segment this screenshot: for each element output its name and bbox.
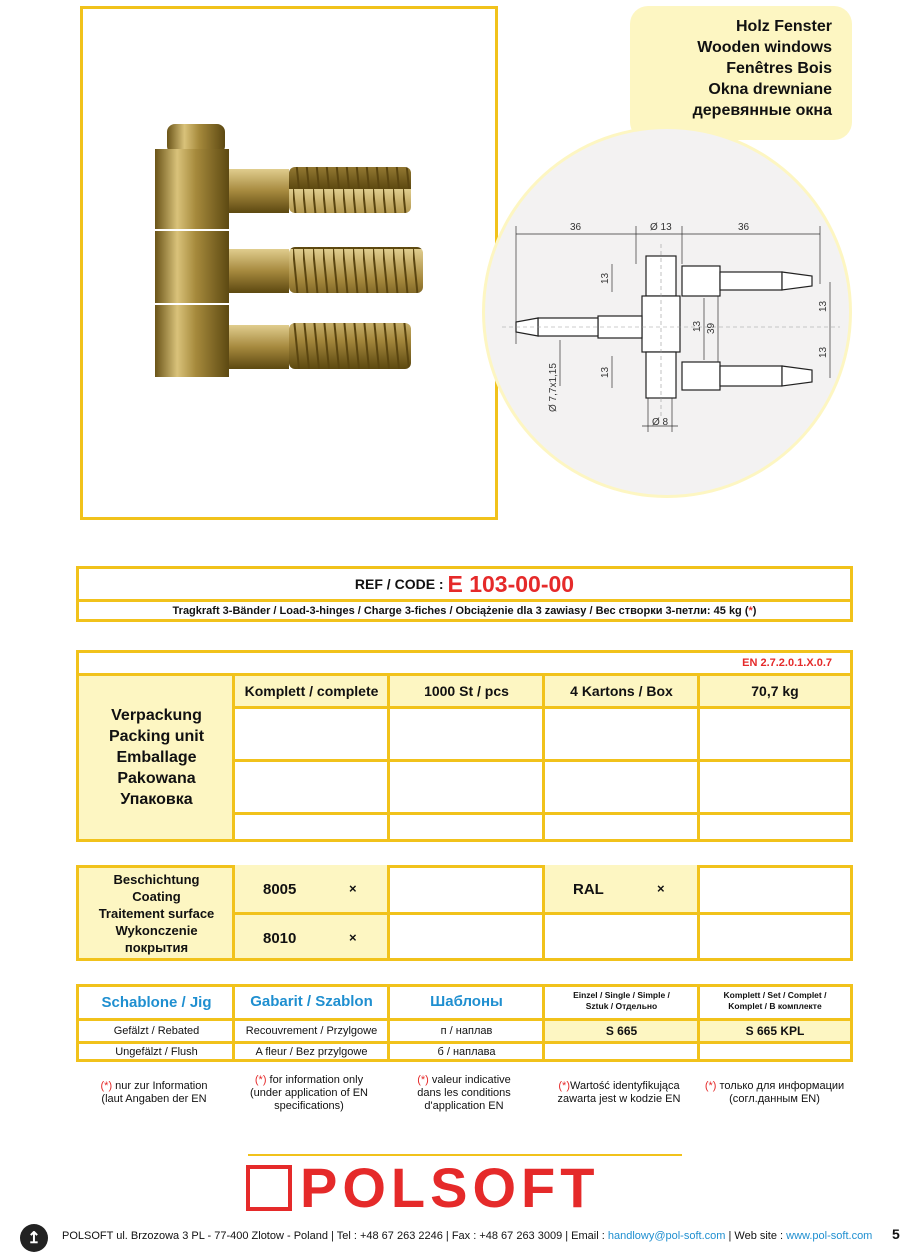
load-star: *: [748, 604, 753, 617]
packing-cell: [232, 812, 388, 839]
packing-header-text: 1000 St / pcs: [424, 683, 509, 699]
coating-cell: [697, 865, 850, 915]
footer: [0, 1222, 916, 1256]
packing-label: Упаковка: [120, 791, 193, 808]
en-code: EN 2.7.2.0.1.X.0.7: [742, 657, 832, 669]
footer-web-link[interactable]: www.pol-soft.com: [786, 1230, 873, 1242]
coating-cell: [387, 865, 543, 915]
badge-line: Holz Fenster: [735, 18, 832, 35]
jig-cell-text: A fleur / Bez przylgowe: [255, 1045, 368, 1058]
jig-cell: [697, 1018, 850, 1041]
note-star: (*): [558, 1080, 570, 1092]
jig-header: [387, 984, 543, 1018]
note-star: (*): [704, 1080, 717, 1092]
badge-line: Okna drewniane: [708, 81, 832, 98]
jig-table: [76, 984, 853, 1062]
coating-cell-8010: [232, 912, 388, 958]
dim-label: 36: [738, 222, 750, 233]
packing-header-text: 4 Kartons / Box: [570, 683, 673, 699]
ref-code: E 103-00-00: [447, 570, 575, 597]
coating-code: 8010: [263, 930, 297, 947]
note-text: только для информации (согл.данным EN): [719, 1080, 845, 1105]
footer-email-link[interactable]: handlowy@pol-soft.com: [607, 1230, 726, 1242]
dim-label: Ø 7,7x1,15: [548, 363, 559, 412]
product-photo-frame: [80, 6, 498, 520]
jig-cell: [542, 1018, 698, 1041]
jig-cell-text: Ungefälzt / Flush: [115, 1045, 198, 1058]
packing-label: Pakowana: [117, 770, 196, 787]
packing-cell: [542, 759, 698, 812]
jig-header: [232, 984, 388, 1018]
note: [76, 1080, 232, 1106]
packing-cell: [697, 812, 850, 839]
dim-label: 39: [706, 322, 717, 334]
load-end: ): [752, 604, 757, 617]
coating-cell-ral: [542, 865, 698, 915]
note: [231, 1074, 387, 1113]
dim-label: 13: [818, 346, 829, 358]
dim-label: Ø 8: [652, 417, 669, 428]
brand-logo: [246, 1156, 600, 1219]
note-text: Wartość identyfikująca zawarta jest w kodzie EN: [557, 1080, 681, 1105]
coating-table: [76, 865, 853, 961]
jig-header-text: Einzel / Single / Simple / Sztuk / Отдельно: [573, 990, 670, 1011]
dim-label: 13: [818, 300, 829, 312]
note: [386, 1074, 542, 1113]
packing-label: Verpackung: [111, 707, 202, 724]
jig-cell: [232, 1041, 388, 1059]
note-star: (*): [100, 1080, 113, 1092]
packing-cell: [232, 759, 388, 812]
ref-box: [76, 566, 853, 622]
jig-header: [697, 984, 850, 1018]
note: [696, 1080, 853, 1106]
notes-row: [76, 1074, 853, 1124]
packing-cell: [697, 706, 850, 759]
badge-line: Wooden windows: [697, 39, 832, 56]
load-row: [79, 599, 850, 619]
jig-cell: [542, 1041, 698, 1059]
packing-header: [232, 673, 388, 706]
coating-mark: ×: [349, 881, 357, 896]
ref-row: [79, 569, 850, 599]
coating-label: Wykonczenie: [115, 922, 198, 938]
packing-header-text: 70,7 kg: [751, 683, 799, 699]
jig-cell: [387, 1018, 543, 1041]
dim-label: 13: [600, 366, 611, 378]
packing-cell: [232, 706, 388, 759]
packing-label-cell: [79, 673, 234, 839]
coating-cell: [697, 912, 850, 958]
note-text: nur zur Information (laut Angaben der EN: [101, 1080, 208, 1105]
jig-cell: [387, 1041, 543, 1059]
packing-header: [387, 673, 543, 706]
dim-label: 36: [570, 222, 582, 233]
badge-line: Fenêtres Bois: [726, 60, 832, 77]
ref-label: REF / CODE :: [354, 576, 444, 592]
note-text: for information only (under application of EN specifications): [249, 1074, 368, 1112]
jig-header: [542, 984, 698, 1018]
packing-label: Packing unit: [108, 728, 205, 745]
coating-label: Traitement surface: [98, 905, 215, 921]
jig-cell-text: п / наплав: [440, 1025, 493, 1037]
coating-label: Coating: [132, 888, 181, 904]
jig-cell-text: Recouvrement / Przylgowe: [245, 1025, 378, 1037]
packing-cell: [542, 706, 698, 759]
footer-separator: | Web site :: [725, 1230, 787, 1242]
packing-cell: [387, 812, 543, 839]
jig-header-text: Komplett / Set / Complet / Komplet / В комплекте: [723, 990, 827, 1011]
application-badge: [630, 6, 852, 140]
jig-cell: [79, 1041, 234, 1059]
jig-header-text: Gabarit / Szablon: [250, 992, 373, 1010]
footer-text: [62, 1230, 872, 1242]
note-star: (*): [254, 1074, 267, 1086]
coating-cell: [542, 912, 698, 958]
ral-label: RAL: [573, 881, 604, 898]
packing-header: [542, 673, 698, 706]
coating-label: Beschichtung: [113, 871, 200, 887]
jig-header-text: Schablone / Jig: [101, 994, 212, 1011]
load-text: Tragkraft 3-Bänder / Load-3-hinges / Charge 3-fiches / Obciążenie dla 3 zawiasy / Вес створки 3-петли: 45 kg (: [172, 604, 749, 617]
jig-cell-text: S 665 KPL: [745, 1024, 805, 1038]
jig-cell: [697, 1041, 850, 1059]
note-star: (*): [417, 1074, 429, 1086]
jig-cell: [232, 1018, 388, 1041]
ral-mark: ×: [657, 881, 665, 896]
note-text: valeur indicative dans les conditions d'application EN: [417, 1074, 511, 1112]
note: [541, 1080, 697, 1106]
packing-table: [76, 650, 853, 842]
technical-drawing: [482, 126, 852, 498]
packing-header: [697, 673, 850, 706]
packing-cell: [387, 759, 543, 812]
coating-label-cell: [79, 868, 234, 958]
page-number: 5: [892, 1226, 900, 1242]
footer-logo-icon: ↥: [20, 1224, 48, 1252]
jig-cell: [79, 1018, 234, 1041]
packing-label: Emballage: [116, 749, 197, 766]
packing-cell: [542, 812, 698, 839]
footer-address: POLSOFT ul. Brzozowa 3 PL - 77-400 Zlotow - Poland | Tel : +48 67 263 2246 | Fax : +48 67 263 3009 | Email :: [62, 1230, 608, 1242]
dim-label: Ø 13: [650, 222, 672, 233]
brand-name: POLSOFT: [300, 1156, 600, 1219]
dim-label: 13: [692, 320, 703, 332]
coating-label: покрытия: [124, 939, 189, 955]
logo-square-icon: [246, 1165, 292, 1211]
packing-cell: [697, 759, 850, 812]
jig-header-text: Шаблоны: [430, 992, 503, 1010]
coating-cell-8005: [232, 865, 388, 915]
jig-cell-text: S 665: [605, 1024, 638, 1038]
packing-header-text: Komplett / complete: [244, 683, 379, 699]
coating-cell: [387, 912, 543, 958]
dim-label: 13: [600, 272, 611, 284]
jig-cell-text: Gefälzt / Rebated: [113, 1025, 200, 1037]
hinge-photo: [83, 9, 495, 517]
jig-cell-text: б / наплава: [437, 1045, 496, 1058]
coating-mark: ×: [349, 930, 357, 945]
coating-code: 8005: [263, 881, 297, 898]
packing-cell: [387, 706, 543, 759]
jig-header: [79, 987, 234, 1018]
badge-line: деревянные окна: [692, 102, 832, 119]
